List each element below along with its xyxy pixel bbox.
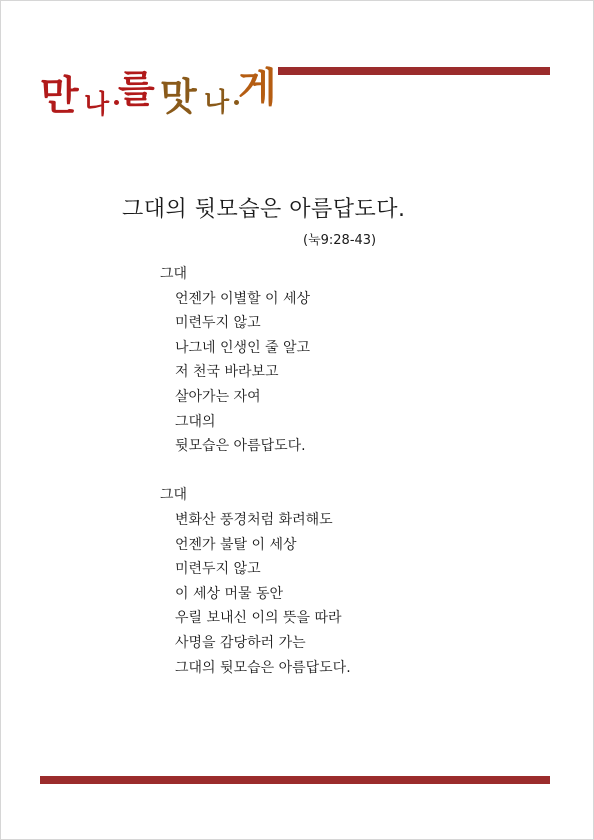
poem-line: 뒷모습은 아름답도다. bbox=[175, 438, 306, 455]
poem-line: 사명을 감당하러 가는 bbox=[175, 634, 306, 651]
poem-line: 언젠가 이별할 이 세상 bbox=[175, 290, 311, 307]
logo-char: 만 bbox=[40, 72, 79, 119]
stanza-head: 그대 bbox=[160, 487, 188, 504]
stanza-head: 그대 bbox=[160, 266, 188, 282]
logo-char: 맛 bbox=[160, 74, 197, 119]
poem bbox=[160, 262, 540, 705]
stanza bbox=[160, 483, 540, 680]
poem-line: 이 세상 머물 동안 bbox=[175, 585, 284, 602]
poem-line: 저 천국 바라보고 bbox=[175, 364, 279, 381]
page-title: 그대의 뒷모습은 아름답도다. bbox=[122, 197, 406, 222]
stanza bbox=[160, 262, 540, 459]
header-rule bbox=[278, 67, 550, 75]
logo-char: 나 bbox=[204, 88, 230, 118]
poem-line: 그대의 bbox=[175, 413, 216, 430]
poem-line: 우릴 보내신 이의 뜻을 따라 bbox=[175, 610, 342, 627]
poem-line: 언젠가 불탈 이 세상 bbox=[175, 536, 297, 553]
logo bbox=[40, 56, 280, 120]
poem-line: 변화산 풍경처럼 화려해도 bbox=[175, 511, 333, 528]
logo-char: 게 bbox=[238, 64, 277, 111]
poem-line: 살아가는 자여 bbox=[175, 388, 261, 405]
scripture-reference: (눅9:28-43) bbox=[303, 233, 377, 248]
poem-line: 미련두지 않고 bbox=[175, 315, 261, 332]
poem-line: 미련두지 않고 bbox=[175, 561, 261, 578]
poem-line: 나그네 인생인 줄 알고 bbox=[175, 339, 311, 356]
poem-line: 그대의 뒷모습은 아름답도다. bbox=[175, 659, 351, 676]
logo-char: 나 bbox=[84, 90, 110, 120]
logo-char: 를 bbox=[118, 66, 155, 111]
footer-rule bbox=[40, 776, 550, 784]
